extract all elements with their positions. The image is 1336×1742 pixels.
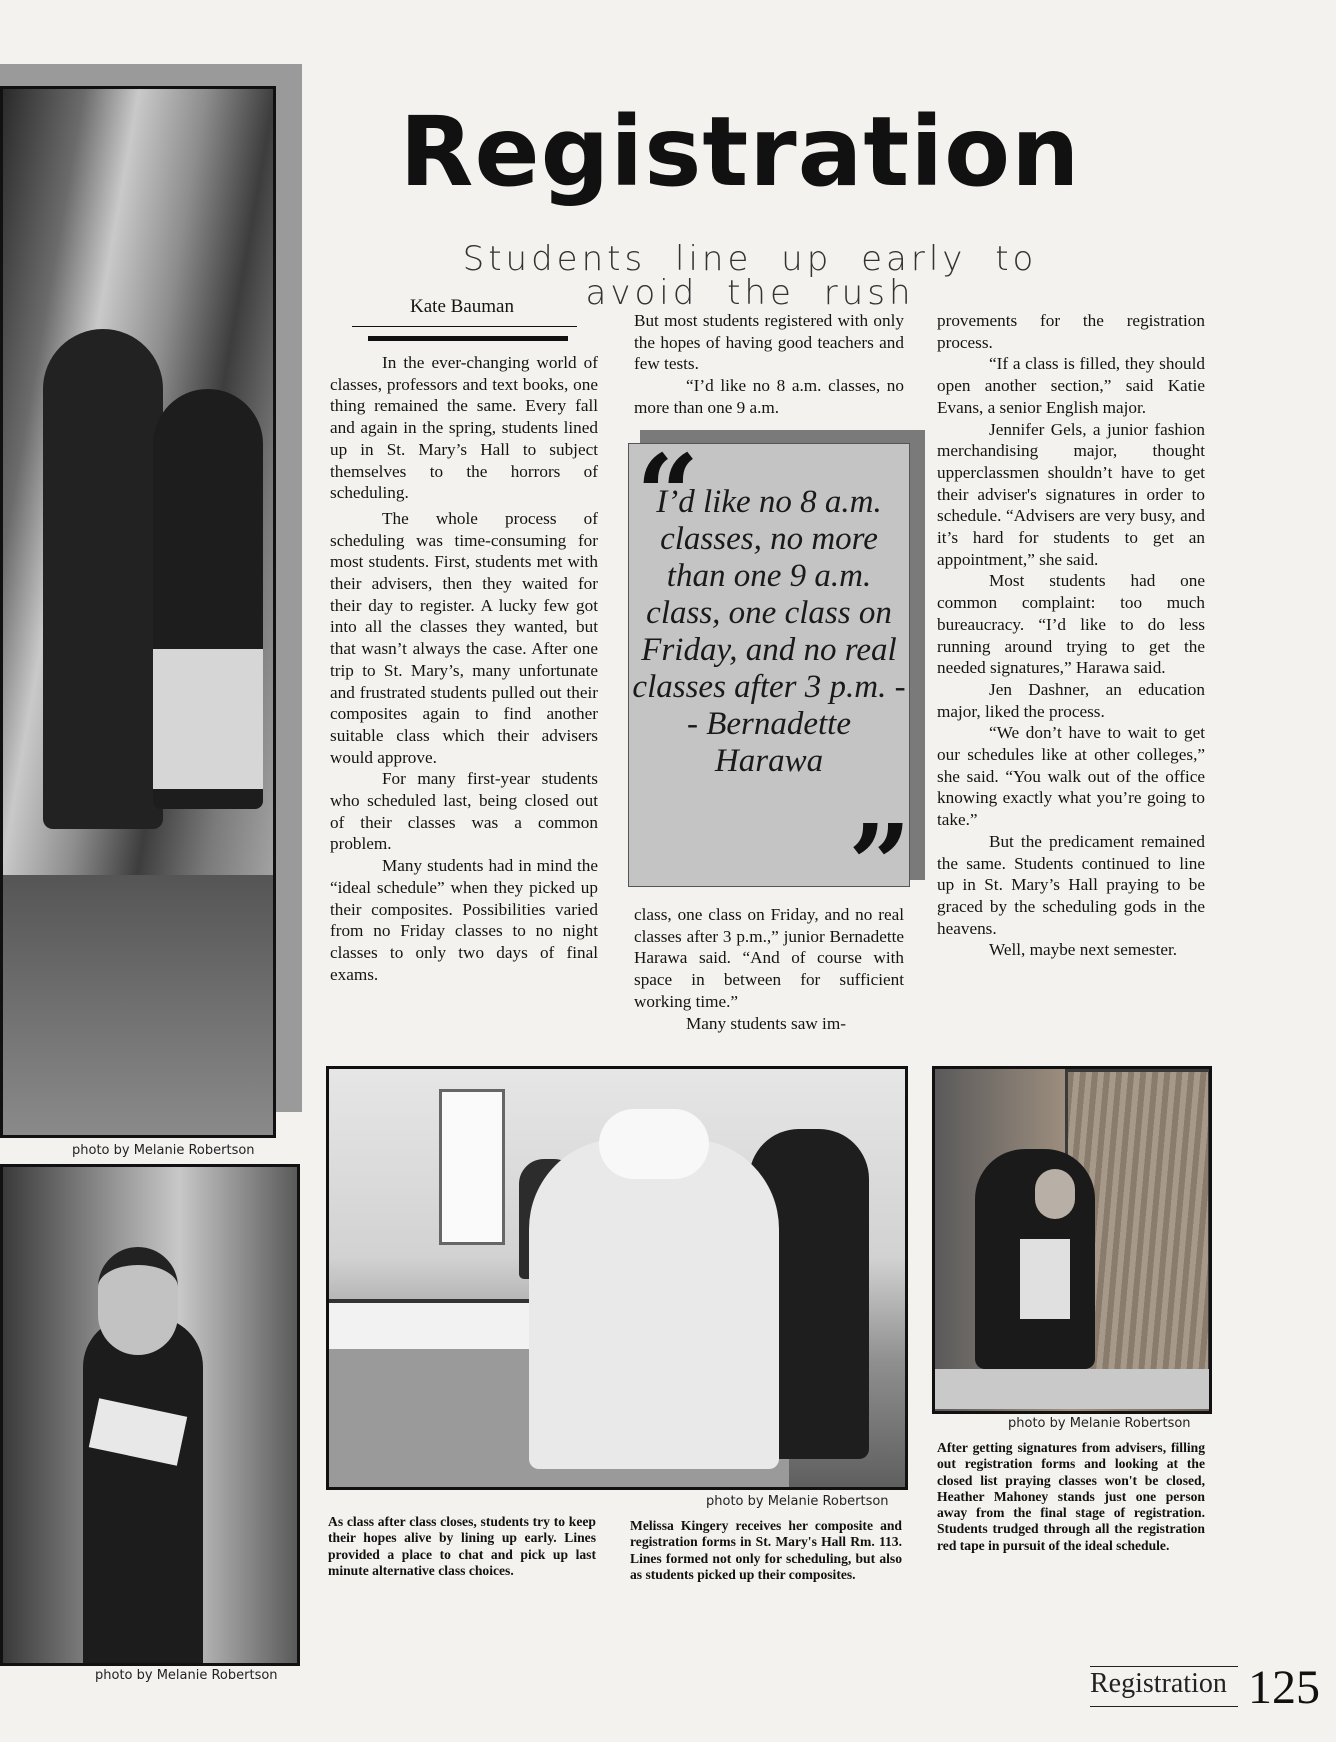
page-title: Registration (399, 96, 1081, 208)
article-column-1 (330, 352, 598, 985)
photo-credit: photo by Melanie Robertson (95, 1668, 278, 1683)
article-column-3 (937, 310, 1205, 961)
photo-credit: photo by Melanie Robertson (1008, 1416, 1191, 1431)
paragraph: Most students had one common complaint: too much bureaucracy. “I’d like to do less running around trying to get the needed signatures,” Harawa said. (937, 571, 1205, 678)
caption-left: As class after class closes, students try to keep their hopes alive by lining up early. Lines provided a place to chat and pick up last minute alternative class choices. (328, 1514, 596, 1578)
paragraph: provements for the registration process. (937, 311, 1205, 352)
paragraph: Many students had in mind the “ideal schedule” when they picked up their composites. Possibilities varied from no Friday classes to no night classes to only two days of final exams. (330, 856, 598, 984)
page-number: 125 (1248, 1661, 1320, 1714)
article-column-2-bottom (634, 904, 904, 1034)
close-quote-mark: ” (848, 800, 912, 929)
page-subtitle: Students line up early to avoid the rush (462, 239, 1038, 313)
folio-rule-top (1090, 1666, 1238, 1667)
paragraph: “If a class is filled, they should open another section,” said Katie Evans, a senior English major. (937, 354, 1205, 417)
paragraph: Jennifer Gels, a junior fashion merchandising major, thought upperclassmen shouldn’t have to get their adviser's signatures in order to schedule. “Advisers are very busy, and it’s hard for students to get an appointment,” she said. (937, 419, 1205, 569)
paragraph: “We don’t have to wait to get our schedules like at other colleges,” she said. “You walk out of the office knowing exactly what you’re going to take.” (937, 723, 1205, 830)
photo-students-in-line (0, 86, 276, 1138)
open-quote-mark: “ (636, 430, 700, 559)
caption-center: Melissa Kingery receives her composite and registration forms in St. Mary's Hall Rm. 113. Lines formed not only for scheduling, but also as students picked up their composites. (630, 1518, 902, 1582)
byline: Kate Bauman (410, 296, 514, 317)
byline-rule (352, 326, 577, 327)
pullquote-text: I’d like no 8 a.m. classes, no more than one 9 a.m. class, one class on Friday, and no real classes after 3 p.m. -- Bernadette Harawa (632, 484, 906, 779)
photo-registration-counter (326, 1066, 908, 1490)
caption-right: After getting signatures from advisers, filling out registration forms and looking at the closed list praying classes won't be closed, Heather Mahoney stands just one person away from the final stage of registration. Students trudged through all the registration red tape in pursuit of the ideal schedule. (937, 1440, 1205, 1553)
folio-rule-bottom (1090, 1706, 1238, 1707)
byline-rule-thick (368, 336, 568, 341)
folio-section: Registration (1090, 1668, 1227, 1699)
paragraph: For many first-year students who scheduled last, being closed out of their classes was a common problem. (330, 769, 598, 854)
photo-student-with-papers (0, 1164, 300, 1666)
paragraph: In the ever-changing world of classes, professors and text books, one thing remained the same. Every fall and again in the spring, students lined up in St. Mary’s Hall to subject themselves to the horrors of scheduling. (330, 353, 598, 503)
paragraph: But the predicament remained the same. Students continued to line up in St. Mary’s Hall praying to be graced by the scheduling gods in the heavens. (937, 831, 1205, 938)
paragraph: But most students registered with only the hopes of having good teachers and few tests. (634, 311, 904, 374)
paragraph: “I’d like no 8 a.m. classes, no more than one 9 a.m. (634, 376, 904, 417)
paragraph: The whole process of scheduling was time-consuming for most students. First, students met with their advisers, then they waited for their day to register. A lucky few got into all the classes they wanted, but that wasn’t always the case. After one trip to St. Mary’s, many unfortunate and frustrated students pulled out their composites again to find another suitable class which their advisers would approve. (330, 508, 598, 767)
article-column-2-top (634, 310, 904, 419)
paragraph: Many students saw im- (686, 1013, 846, 1033)
photo-credit: photo by Melanie Robertson (706, 1494, 889, 1509)
paragraph: Well, maybe next semester. (989, 940, 1178, 960)
paragraph: class, one class on Friday, and no real classes after 3 p.m.,” junior Bernadette Harawa said. “And of course with space in between for sufficient working time.” (634, 905, 904, 1011)
photo-heather-mahoney (932, 1066, 1212, 1414)
photo-credit: photo by Melanie Robertson (72, 1143, 255, 1158)
paragraph: Jen Dashner, an education major, liked the process. (937, 679, 1205, 721)
